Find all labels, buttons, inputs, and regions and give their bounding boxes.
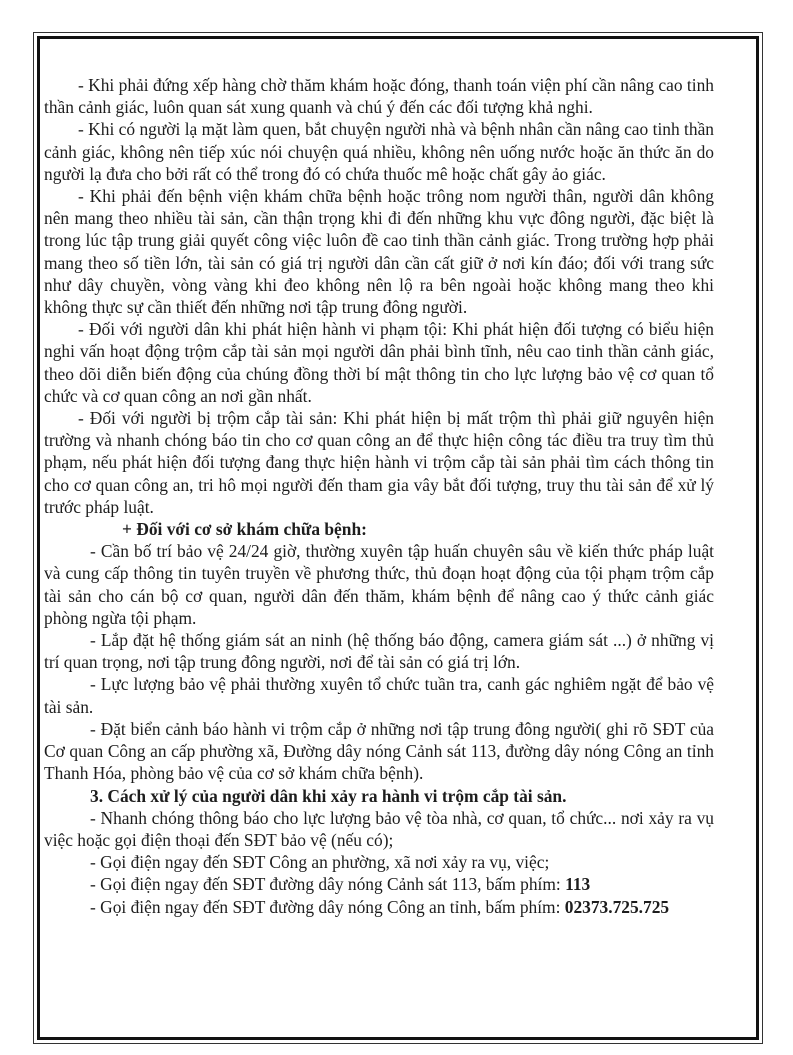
paragraph-victim-action: - Đối với người bị trộm cắp tài sản: Khi phát hiện bị mất trộm thì phải giữ nguyên hiện trường và nhanh chóng báo tin cho cơ quan công an để thực hiện công tác điều tra truy tìm thủ phạm, nếu phát hiện đối tượng đang thực hiện hành vi trộm cắp tài sản phải tìm cách thông tin cho cơ quan công an, tri hô mọi người đến tham gia vây bắt đối tượng, truy thu tài sản để xử lý trước pháp luật. bbox=[44, 408, 714, 517]
facility-paragraph-patrol: - Lực lượng bảo vệ phải thường xuyên tổ chức tuần tra, canh gác nghiêm ngặt để bảo vệ tài sản. bbox=[44, 674, 714, 717]
response-item-hotline-province bbox=[44, 896, 714, 918]
response-item-hotline-113 bbox=[44, 873, 714, 895]
response-item-local-police: - Gọi điện ngay đến SĐT Công an phường, xã nơi xảy ra vụ, việc; bbox=[90, 852, 550, 873]
paragraph-belongings-warning: - Khi phải đến bệnh viện khám chữa bệnh hoặc trông nom người thân, người dân không nên mang theo nhiều tài sản, cần thận trọng khi đi đến những khu vực đông người, đặc biệt là trong lúc tập trung giải quyết công việc luôn đề cao tinh thần cảnh giác. Trong trường hợp phải mang theo số tiền lớn, tài sản có giá trị người dân cần cất giữ ở nơi kín đáo; đối với trang sức như dây chuyền, vòng vàng khi đeo không nên lộ ra bên ngoài hoặc không mang theo khi không thực sự cần thiết đến những nơi tập trung đông người. bbox=[44, 186, 714, 318]
hotline-113-number: 113 bbox=[565, 874, 591, 895]
facility-paragraph-surveillance: - Lắp đặt hệ thống giám sát an ninh (hệ thống báo động, camera giám sát ...) ở những vị trí quan trọng, nơi tập trung đông người, nơi để tài sản có giá trị lớn. bbox=[44, 630, 714, 673]
hotline-113-text: - Gọi điện ngay đến SĐT đường dây nóng Cảnh sát 113, bấm phím: bbox=[90, 874, 566, 895]
hotline-province-text: - Gọi điện ngay đến SĐT đường dây nóng Công an tỉnh, bấm phím: bbox=[90, 896, 565, 917]
document-body bbox=[44, 74, 714, 918]
paragraph-citizen-detection: - Đối với người dân khi phát hiện hành vi phạm tội: Khi phát hiện đối tượng có biểu hiện nghi vấn hoạt động trộm cắp tài sản mọi người dân phải bình tĩnh, nêu cao tinh thần cảnh giác, theo dõi diễn biến động của chúng đồng thời bí mật thông tin cho lực lượng bảo vệ cơ quan tổ chức và cơ quan công an nơi gần nhất. bbox=[44, 319, 714, 406]
paragraph-queue-warning: - Khi phải đứng xếp hàng chờ thăm khám hoặc đóng, thanh toán viện phí cần nâng cao tinh thần cảnh giác, luôn quan sát xung quanh và chú ý đến các đối tượng khả nghi. bbox=[44, 75, 714, 118]
response-item-notify: - Nhanh chóng thông báo cho lực lượng bảo vệ tòa nhà, cơ quan, tổ chức... nơi xảy ra vụ việc hoặc gọi điện thoại đến SĐT bảo vệ (nếu có); bbox=[44, 807, 714, 850]
facility-paragraph-signage: - Đặt biển cảnh báo hành vi trộm cắp ở những nơi tập trung đông người( ghi rõ SĐT của Cơ quan Công an cấp phường xã, Đường dây nóng Cảnh sát 113, đường dây nóng Công an tỉnh Thanh Hóa, phòng bảo vệ của cơ sở khám chữa bệnh). bbox=[44, 718, 714, 784]
paragraph-stranger-warning: - Khi có người lạ mặt làm quen, bắt chuyện người nhà và bệnh nhân cần nâng cao tinh thần cảnh giác, không nên tiếp xúc nói chuyện quá nhiều, không nên uống nước hoặc ăn thức ăn do người lạ đưa cho bởi rất có thể trong đó có chứa thuốc mê hoặc chất gây ảo giác. bbox=[44, 119, 714, 184]
facility-paragraph-guards: - Cần bố trí bảo vệ 24/24 giờ, thường xuyên tập huấn chuyên sâu về kiến thức pháp luật và cung cấp thông tin tuyên truyền về phương thức, thủ đoạn hoạt động của tội phạm trộm cắp tài sản cho cán bộ cơ quan, người dân đến thăm, khám bệnh để nâng cao ý thức cảnh giác phòng ngừa tội phạm. bbox=[44, 541, 714, 628]
facility-subheading: + Đối với cơ sở khám chữa bệnh: bbox=[122, 519, 367, 540]
section-heading-response: 3. Cách xử lý của người dân khi xảy ra hành vi trộm cắp tài sản. bbox=[90, 785, 567, 806]
hotline-province-number: 02373.725.725 bbox=[564, 896, 670, 917]
